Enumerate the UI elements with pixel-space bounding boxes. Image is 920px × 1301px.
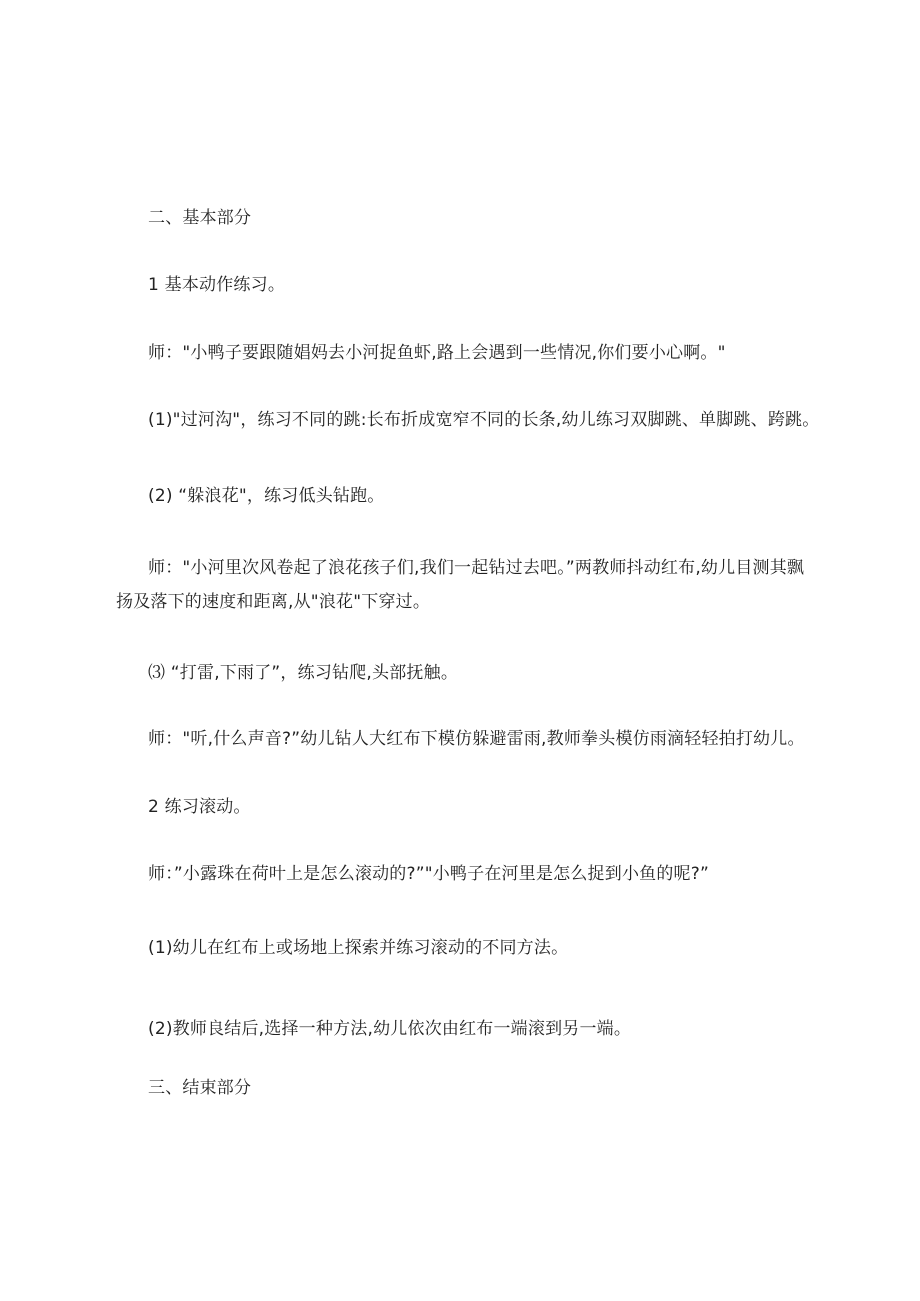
section-heading-ending: 三、结束部分	[148, 1078, 252, 1098]
teacher-line-1: 师："小鸭子要跟随娼妈去小河捉鱼虾,路上会遇到一些情况,你们要小心啊。"	[148, 343, 726, 363]
rolling-item-1: (1)幼儿在红布上或场地上探索并练习滚动的不同方法。	[148, 938, 569, 958]
teacher-line-3: 师："听,什么声音?”幼儿钻人大红布下模仿躲避雷雨,教师拳头模仿雨滴轻轻拍打幼儿。	[148, 729, 805, 749]
subheading-basic-movements: 1 基本动作练习。	[148, 275, 286, 295]
rolling-item-2: (2)教师良结后,选择一种方法,幼儿依次由红布一端滚到另一端。	[148, 1019, 632, 1039]
subheading-rolling: 2 练习滚动。	[148, 797, 251, 817]
activity-item-3: ⑶ “打雷,下雨了”，练习钻爬,头部抚触。	[148, 663, 459, 683]
teacher-line-2: 师："小河里次风卷起了浪花孩子们,我们一起钻过去吧。”两教师抖动红布,幼儿目测其飘扬及落下的速度和距离,从"浪花"下穿过。	[116, 558, 805, 612]
section-heading-basic: 二、基本部分	[148, 208, 252, 228]
activity-item-2: (2) “躲浪花"，练习低头钻跑。	[148, 486, 385, 506]
activity-item-1: (1)"过河沟"，练习不同的跳:长布折成宽窄不同的长条,幼儿练习双脚跳、单脚跳、跨跳。	[148, 410, 820, 430]
teacher-line-4: 师：”小露珠在荷叶上是怎么滚动的?”"小鸭子在河里是怎么捉到小鱼的呢?”	[148, 864, 709, 884]
